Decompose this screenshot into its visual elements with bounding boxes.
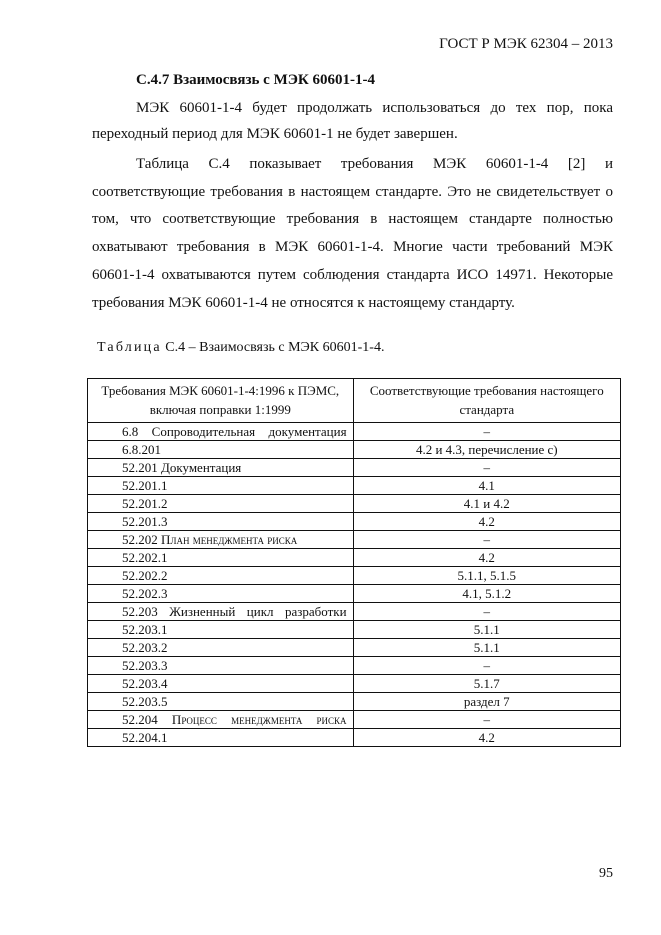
- table-row: [88, 711, 621, 729]
- row-left-cell: 52.203.3: [88, 657, 354, 675]
- table-row: [88, 657, 621, 675]
- row-right-cell: 4.1 и 4.2: [353, 495, 620, 513]
- row-right-cell: 5.1.1, 5.1.5: [353, 567, 620, 585]
- table-row: [88, 621, 621, 639]
- row-right-cell: 5.1.1: [353, 639, 620, 657]
- table-caption-label: Таблица: [97, 340, 162, 355]
- row-right-cell: 4.2: [353, 513, 620, 531]
- paragraph-2: Таблица С.4 показывает требования МЭК 60601-1-4 [2] и соответствующие требования в настоящем стандарте. Это не свидетельствует о том, что соответствующие требования в настоящем стандарте полностью охватывают требования в МЭК 60601-1-4. Многие части требований МЭК 60601-1-4 охватываются путем соблюдения стандарта ИСО 14971. Некоторые требования МЭК 60601-1-4 не относятся к настоящему стандарту.: [92, 156, 613, 311]
- table-row: [88, 531, 621, 549]
- table-row: [88, 549, 621, 567]
- row-right-cell: –: [353, 531, 620, 549]
- section-title: С.4.7 Взаимосвязь с МЭК 60601-1-4: [136, 72, 376, 88]
- row-left-cell: 52.201.2: [88, 495, 354, 513]
- row-right-cell: 4.2 и 4.3, перечисление с): [353, 441, 620, 459]
- table-row: [88, 513, 621, 531]
- row-left-cell: 52.203 Жизненный цикл разработки: [88, 603, 354, 621]
- header-iec-requirements: Требования МЭК 60601-1-4:1996 к ПЭМС, включая поправки 1:1999: [88, 379, 354, 423]
- row-left-cell: 52.203.5: [88, 693, 354, 711]
- table-header-row: [88, 379, 621, 423]
- row-left-cell: 52.202.1: [88, 549, 354, 567]
- row-left-cell: 52.203.2: [88, 639, 354, 657]
- row-left-cell: 52.204.1: [88, 729, 354, 747]
- table-caption-text: С.4 – Взаимосвязь с МЭК 60601-1-4.: [161, 340, 385, 355]
- document-header: ГОСТ Р МЭК 62304 – 2013: [439, 36, 613, 52]
- table-row: [88, 639, 621, 657]
- table-row: [88, 567, 621, 585]
- row-left-cell: 52.201.1: [88, 477, 354, 495]
- table-row: [88, 585, 621, 603]
- row-left-cell: 52.204 Процесс менеджмента риска: [88, 711, 354, 729]
- table-row: [88, 603, 621, 621]
- table-row: [88, 495, 621, 513]
- row-right-cell: –: [353, 603, 620, 621]
- table-row: [88, 423, 621, 441]
- header-standard-requirements: Соответствующие требования настоящего стандарта: [353, 379, 620, 423]
- paragraph-1: МЭК 60601-1-4 будет продолжать использоваться до тех пор, пока переходный период для МЭК 60601-1 не будет завершен.: [92, 100, 613, 142]
- row-left-cell: 52.202.3: [88, 585, 354, 603]
- row-right-cell: 5.1.7: [353, 675, 620, 693]
- table-caption: [97, 340, 384, 356]
- row-left-cell: 52.202.2: [88, 567, 354, 585]
- page-number: 95: [599, 866, 613, 881]
- table-row: [88, 477, 621, 495]
- row-left-cell: 52.201 Документация: [88, 459, 354, 477]
- row-right-cell: –: [353, 423, 620, 441]
- table-row: [88, 441, 621, 459]
- row-right-cell: –: [353, 459, 620, 477]
- row-right-cell: 4.2: [353, 729, 620, 747]
- row-left-cell: 6.8 Сопроводительная документация: [88, 423, 354, 441]
- row-left-cell: 6.8.201: [88, 441, 354, 459]
- row-right-cell: 4.1: [353, 477, 620, 495]
- row-right-cell: раздел 7: [353, 693, 620, 711]
- table-row: [88, 729, 621, 747]
- row-right-cell: 4.1, 5.1.2: [353, 585, 620, 603]
- row-left-cell: 52.202 План менеджмента риска: [88, 531, 354, 549]
- table-row: [88, 675, 621, 693]
- row-left-cell: 52.201.3: [88, 513, 354, 531]
- row-right-cell: –: [353, 711, 620, 729]
- row-right-cell: –: [353, 657, 620, 675]
- row-left-cell: 52.203.4: [88, 675, 354, 693]
- row-left-cell: 52.203.1: [88, 621, 354, 639]
- row-right-cell: 5.1.1: [353, 621, 620, 639]
- table-row: [88, 459, 621, 477]
- row-right-cell: 4.2: [353, 549, 620, 567]
- table-row: [88, 693, 621, 711]
- correspondence-table: [87, 378, 621, 747]
